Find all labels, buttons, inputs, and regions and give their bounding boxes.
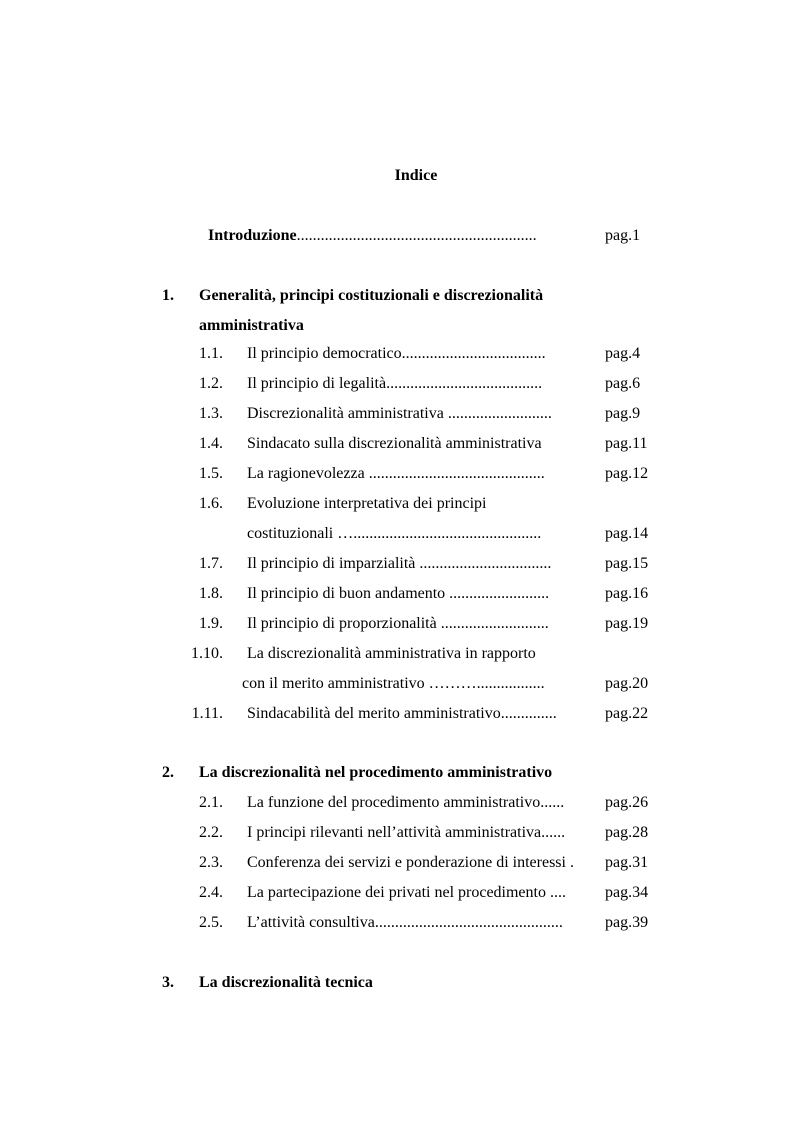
section-title: La discrezionalità amministrativa in rapporto [247,645,536,662]
section-number: 1.4. [199,435,223,452]
section-number: 1.1. [199,345,223,362]
section-title: Il principio di imparzialità ................................. [247,555,552,572]
section-title: La funzione del procedimento amministrativo...... [247,794,565,811]
section-number: 1.3. [199,405,223,422]
section-title: I principi rilevanti nell’attività amministrativa...... [247,824,566,841]
section-title-cont: costituzionali …............................................... [247,525,542,542]
section-page: pag.9 [605,405,641,422]
section-number: 1.9. [199,615,223,632]
section-page: pag.22 [605,705,649,722]
section-number: 2.1. [199,794,223,811]
toc-intro-page: pag.1 [605,227,641,244]
section-number: 1.2. [199,375,223,392]
section-number: 1.11. [191,705,223,722]
section-page: pag.15 [605,555,649,572]
section-page: pag.11 [605,435,648,452]
toc-intro-label: Introduzione [208,227,297,244]
section-title: Il principio di buon andamento ......................... [247,585,550,602]
chapter-title: Generalità, principi costituzionali e discrezionalità [199,287,544,304]
section-page: pag.39 [605,914,649,931]
section-page: pag.12 [605,465,649,482]
section-number: 2.4. [199,884,223,901]
chapter-number: 1. [162,287,174,304]
toc-intro-dots: ............................................................ [296,227,537,244]
section-page: pag.19 [605,615,649,632]
section-title: La partecipazione dei privati nel procedimento .... [247,884,566,901]
section-number: 2.3. [199,854,223,871]
section-page: pag.28 [605,824,649,841]
section-number: 1.8. [199,585,223,602]
section-title: Evoluzione interpretativa dei principi [247,495,487,512]
section-page: pag.31 [605,854,649,871]
section-page: pag.16 [605,585,649,602]
section-title: Sindacabilità del merito amministrativo.............. [247,705,557,722]
chapter-number: 3. [162,974,174,991]
section-page: pag.14 [605,525,649,542]
section-page: pag.20 [605,675,649,692]
section-number: 1.6. [199,495,223,512]
section-page: pag.26 [605,794,649,811]
section-number: 1.10. [191,645,223,662]
section-number: 1.5. [199,465,223,482]
section-title: Discrezionalità amministrativa .......................... [247,405,552,422]
section-title: Il principio di legalità....................................... [247,375,543,392]
chapter-number: 2. [162,764,174,781]
section-title-cont: con il merito amministrativo ………................. [242,675,545,692]
section-page: pag.6 [605,375,641,392]
page-title: Indice [394,167,438,184]
section-title: Il principio di proporzionalità ........................... [247,615,549,632]
section-title: Il principio democratico.................................... [247,345,546,362]
section-number: 1.7. [199,555,223,572]
section-page: pag.4 [605,345,641,362]
chapter-title: La discrezionalità tecnica [199,974,373,991]
section-title: Sindacato sulla discrezionalità amministrativa [247,435,542,452]
section-title: La ragionevolezza ............................................ [247,465,545,482]
toc-intro [208,226,537,246]
chapter-title-cont: amministrativa [199,317,304,334]
section-number: 2.5. [199,914,223,931]
section-title: L’attività consultiva............................................... [247,914,563,931]
section-page: pag.34 [605,884,649,901]
section-number: 2.2. [199,824,223,841]
section-title: Conferenza dei servizi e ponderazione di interessi . [247,854,574,871]
chapter-title: La discrezionalità nel procedimento amministrativo [199,764,553,781]
